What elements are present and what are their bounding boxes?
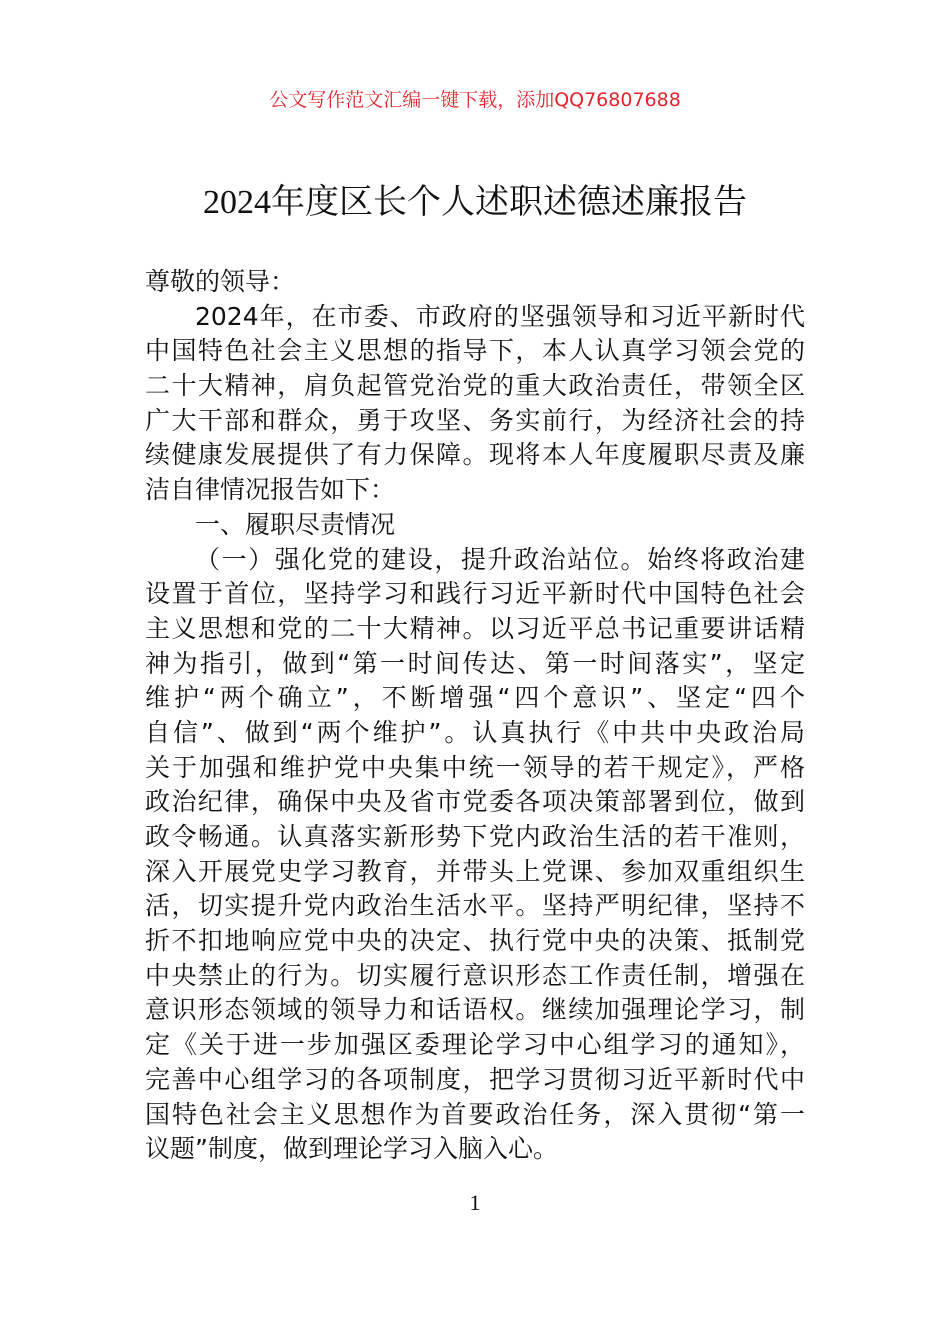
- paragraph-line: 意识形态领域的领导力和话语权。继续加强理论学习，制: [145, 995, 805, 1025]
- paragraph-line: 议题”制度，做到理论学习入脑入心。: [145, 1134, 558, 1164]
- paragraph-line: 定《关于进一步加强区委理论学习中心组学习的通知》，: [145, 1030, 805, 1060]
- paragraph-line: 中国特色社会主义思想的指导下，本人认真学习领会党的: [145, 336, 805, 366]
- paragraph-line: 二十大精神，肩负起管党治党的重大政治责任，带领全区: [145, 371, 805, 401]
- paragraph-intro: [145, 300, 805, 508]
- paragraph-line: 自信”、做到“两个维护”。认真执行《中共中央政治局: [145, 717, 805, 747]
- download-watermark: 公文写作范文汇编一键下载，添加QQ76807688: [269, 89, 681, 111]
- paragraph-line: 政治纪律，确保中央及省市党委各项决策部署到位，做到: [145, 787, 805, 817]
- paragraph-line: （一）强化党的建设，提升政治站位。始终将政治建: [195, 544, 805, 574]
- salutation: 尊敬的领导：: [145, 267, 296, 296]
- paragraph-line: 洁自律情况报告如下：: [145, 475, 396, 505]
- paragraph-line: 2024年，在市委、市政府的坚强领导和习近平新时代: [195, 301, 805, 331]
- paragraph-line: 折不扣地响应党中央的决定、执行党中央的决策、抵制党: [145, 926, 805, 956]
- document-title: 2024年度区长个人述职述德述廉报告: [203, 184, 747, 221]
- section-heading: 一、履职尽责情况: [195, 509, 396, 539]
- page-number: 1: [469, 1190, 481, 1215]
- paragraph-party-building: [145, 543, 805, 1167]
- paragraph-line: 设置于首位，坚持学习和践行习近平新时代中国特色社会: [145, 579, 805, 609]
- paragraph-line: 关于加强和维护党中央集中统一领导的若干规定》，严格: [145, 752, 805, 782]
- document-body: [145, 265, 805, 1167]
- paragraph-line: 主义思想和党的二十大精神。以习近平总书记重要讲话精: [145, 613, 805, 643]
- paragraph-line: 国特色社会主义思想作为首要政治任务，深入贯彻“第一: [145, 1099, 805, 1129]
- paragraph-line: 深入开展党史学习教育，并带头上党课、参加双重组织生: [145, 856, 805, 886]
- paragraph-line: 政令畅通。认真落实新形势下党内政治生活的若干准则，: [145, 822, 805, 851]
- paragraph-line: 完善中心组学习的各项制度，把学习贯彻习近平新时代中: [145, 1064, 805, 1094]
- paragraph-line: 中央禁止的行为。切实履行意识形态工作责任制，增强在: [145, 960, 805, 990]
- paragraph-line: 广大干部和群众，勇于攻坚、务实前行，为经济社会的持: [145, 405, 805, 435]
- paragraph-line: 活，切实提升党内政治生活水平。坚持严明纪律，坚持不: [145, 891, 805, 921]
- paragraph-line: 续健康发展提供了有力保障。现将本人年度履职尽责及廉: [145, 440, 805, 470]
- paragraph-line: 维护“两个确立”，不断增强“四个意识”、坚定“四个: [145, 683, 805, 713]
- paragraph-line: 神为指引，做到“第一时间传达、第一时间落实”，坚定: [145, 648, 805, 678]
